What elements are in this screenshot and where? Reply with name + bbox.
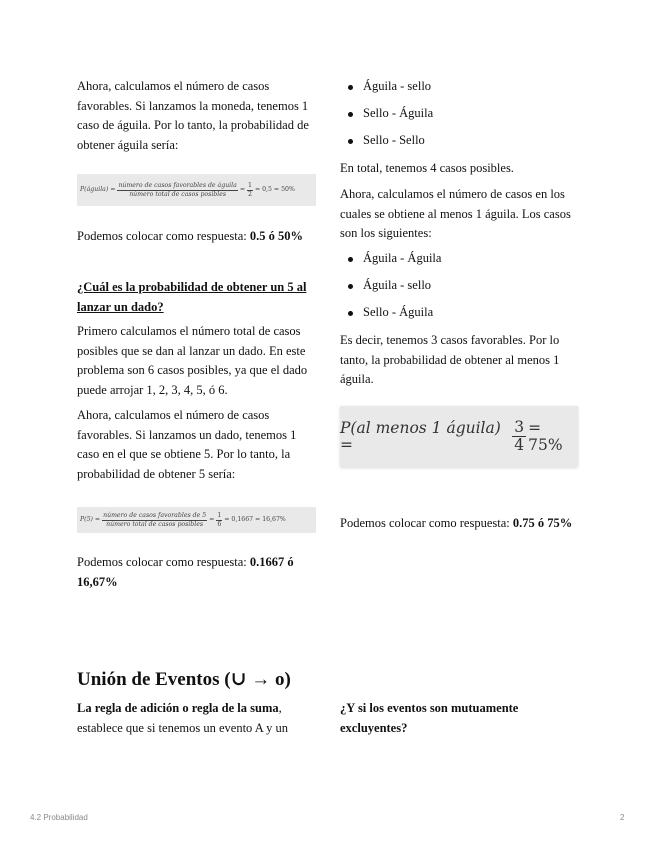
paragraph-casos-favorables-moneda: Ahora, calculamos el número de casos favorables. Si lanzamos la moneda, tenemos 1 caso de águila. Por lo tanto, la probabilidad de obtener águila sería: (77, 79, 309, 152)
answer-2: Podemos colocar como respuesta: 0.1667 ó 16,67% (77, 555, 294, 589)
formula-fraction-number: $\frac{1}{6}$ (217, 511, 222, 528)
formula-fraction-number: $\frac{1}{2}$ (248, 181, 252, 198)
question-dado: ¿Cuál es la probabilidad de obtener un 5 al lanzar un dado? (77, 280, 307, 314)
list-item: Águila - sello (340, 276, 431, 296)
paragraph-regla-adicion: La regla de adición o regla de la suma, establece que si tenemos un evento A y un (77, 701, 289, 735)
paragraph-casos-favorables: Es decir, tenemos 3 casos favorables. Por lo tanto, la probabilidad de obtener al menos 1 águila. (340, 333, 560, 386)
answer-3: Podemos colocar como respuesta: 0.75 ó 75% (340, 516, 573, 530)
formula-fraction-words: $\frac{\text{número de casos favorables de águila}}{\text{número total de casos posibles}}$ (118, 181, 237, 198)
list-item: Águila - sello (340, 77, 431, 97)
formula-lhs: P(águila) = (80, 186, 116, 193)
footer-page-number: 2 (620, 813, 625, 822)
footer-section-label: 4.2 Probabilidad (30, 813, 88, 822)
list-item: Sello - Sello (340, 131, 425, 151)
formula-lhs: P(al menos 1 águila) = (340, 418, 501, 454)
paragraph-total-casos: En total, tenemos 4 casos posibles. (340, 161, 514, 175)
paragraph-casos-posibles-dado: Primero calculamos el número total de casos posibles que se dan al lanzar un dado. En este problema son 6 casos posibles, ya que el dado puede arrojar 1, 2, 3, 4, 5, ó 6. (77, 324, 308, 397)
formula-fraction: $\frac{3}{4}$ (514, 418, 525, 454)
paragraph-casos-favorables-dado: Ahora, calculamos el número de casos favorables. Si lanzamos un dado, tenemos 1 caso en el que se obtiene 5. Por lo tanto, la probabilidad de obtener 5 sería: (77, 408, 297, 481)
list-item: Sello - Águila (340, 303, 433, 323)
formula-lhs: P(5) = (80, 516, 101, 523)
paragraph-al-menos-1-aguila: Ahora, calculamos el número de casos en los cuales se obtiene al menos 1 águila. Los casos son los siguientes: (340, 187, 571, 240)
formula-probabilidad-aguila: P(águila) = $\frac{\text{número de casos favorables de águila}}{\text{número total de casos posibles}}$ = $\frac{1}{2}$ = 0,5 = 50% (77, 174, 316, 206)
answer-1: Podemos colocar como respuesta: 0.5 ó 50% (77, 229, 303, 243)
question-mutuamente-excluyentes: ¿Y si los eventos son mutuamente excluyentes? (340, 701, 519, 735)
formula-probabilidad-5: P(5) = $\frac{\text{número de casos favorables de 5}}{\text{número total de casos posibles}}$ = $\frac{1}{6}$ = 0,1667 = 16,67% (77, 507, 316, 533)
list-item: Águila - Águila (340, 249, 441, 269)
formula-al-menos-1-aguila: P(al menos 1 águila) = $\frac{3}{4}$ = 75% (340, 406, 578, 467)
list-item: Sello - Águila (340, 104, 433, 124)
section-title-union-eventos: Unión de Eventos (∪ → o) (77, 669, 291, 690)
formula-fraction-words: $\frac{\text{número de casos favorables de 5}}{\text{número total de casos posibles}}$ (103, 511, 207, 528)
